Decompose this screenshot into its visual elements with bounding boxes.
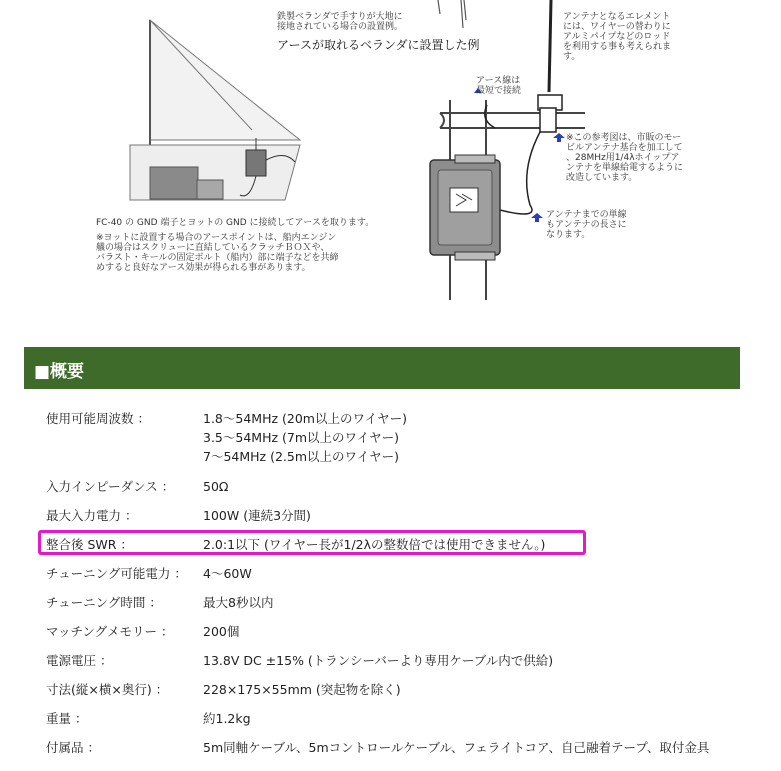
spec-label: 使用可能周波数 ： [46, 411, 150, 426]
veranda-rails [438, 0, 466, 28]
section-title: ■概要 [34, 362, 85, 382]
spec-value: 200個 [203, 624, 240, 639]
spec-label: 重量 ： [46, 711, 88, 726]
veranda-title: アースが取れるベランダに設置した例 [277, 38, 480, 52]
installation-illustration [0, 0, 781, 330]
spec-value: 7〜54MHz (2.5m以上のワイヤー) [203, 449, 400, 464]
overview-section-header [24, 347, 740, 389]
spec-label: 最大入力電力 ： [46, 508, 138, 523]
yacht-note: ※ヨットに設置する場合のアースポイントは、船内エンジン 艤の場合はスクリューに直結しているクラッチＢＯＸや、 バラスト・キールの固定ボルト（船内）部に端子などを共締 めすると良好なアース効果が得られる事があります。 [96, 233, 339, 273]
spec-value: 228×175×55mm (突起物を除く) [203, 682, 401, 697]
yacht-drawing [130, 20, 300, 200]
earth-note: アース線は 最短で接続 [476, 76, 522, 96]
swr-highlight-box [38, 530, 586, 555]
spec-label: チューニング時間 ： [46, 595, 162, 610]
spec-value: 100W (連続3分間) [203, 508, 311, 523]
spec-row-frequency [46, 409, 746, 469]
spec-value: 5m同軸ケーブル、5mコントロールケーブル、フェライトコア、自己融着テープ、取付金具 [203, 740, 710, 755]
veranda-note: 鉄製ベランダで手すりが大地に 接地されている場合の設置例。 [277, 12, 404, 32]
spec-value: 50Ω [203, 479, 229, 494]
spec-label: 付属品 ： [46, 740, 100, 755]
spec-label: 電源電圧 ： [46, 653, 113, 668]
wire-note: アンテナまでの単線 もアンテナの長さに なります。 [546, 210, 627, 240]
spec-value: 約1.2kg [203, 711, 251, 726]
spec-value: 4〜60W [203, 566, 252, 581]
yacht-caption: FC-40 の GND 端子とヨットの GND に接続してアースを取ります。 [96, 218, 375, 228]
spec-value: 2.0:1以下 (ワイヤー長が1/2λの整数倍では使用できません。) [203, 537, 546, 552]
mobile-note: ※この参考図は、市販のモー ビルアンテナ基台を加工して 、28MHz用1/4λホイップア ンテナを単線給電するように 改造しています。 [566, 133, 684, 183]
spec-label: 入力インピーダンス ： [46, 479, 175, 494]
spec-value: 最大8秒以内 [203, 595, 274, 610]
spec-label: チューニング可能電力 ： [46, 566, 187, 581]
spec-label: マッチングメモリー ： [46, 624, 174, 639]
spec-label: 寸法(縦×横×奥行) ： [46, 682, 169, 697]
spec-label: 整合後 SWR ： [46, 537, 133, 552]
spec-value: 3.5〜54MHz (7m以上のワイヤー) [203, 430, 400, 445]
spec-value: 1.8〜54MHz (20m以上のワイヤー) [203, 411, 407, 426]
element-note: アンテナとなるエレメント には、ワイヤーの替わりに アルミパイプなどのロッド を利用する事も考えられま す。 [563, 12, 672, 62]
spec-value: 13.8V DC ±15% (トランシーバーより専用ケーブル内で供給) [203, 653, 554, 668]
